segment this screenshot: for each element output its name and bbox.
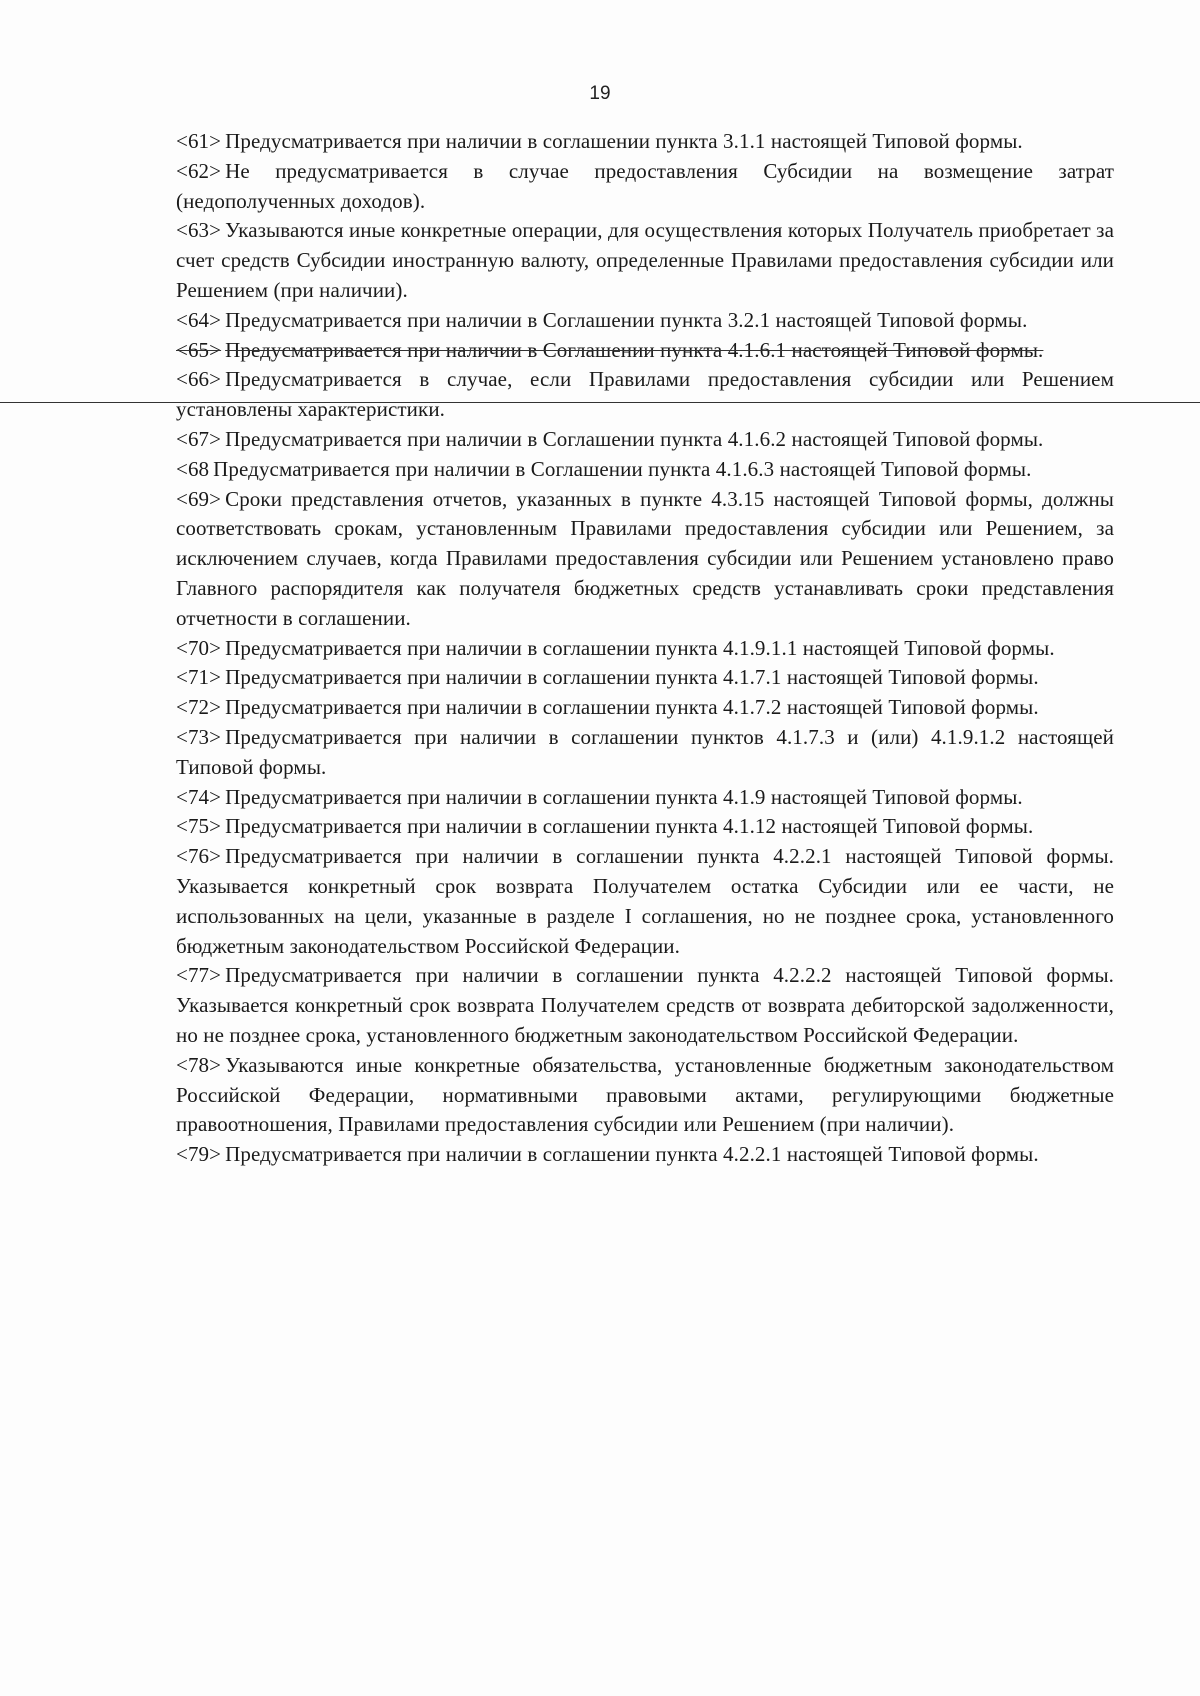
footnote-marker: <61> bbox=[176, 129, 222, 153]
footnote-item bbox=[176, 634, 1114, 664]
footnote-item bbox=[176, 842, 1114, 961]
footnote-item bbox=[176, 1051, 1114, 1140]
footnote-marker: <79> bbox=[176, 1142, 222, 1167]
footnote-item bbox=[176, 812, 1114, 842]
footnote-item bbox=[176, 425, 1114, 455]
footnote-item bbox=[176, 1140, 1114, 1170]
footnote-text: Предусматривается при наличии в Соглашении пункта 4.1.6.2 настоящей Типовой формы. bbox=[225, 426, 1044, 451]
footnote-marker: <74> bbox=[176, 784, 222, 809]
footnote-item bbox=[176, 723, 1114, 783]
footnote-text: Предусматривается при наличии в соглашении пункта 4.1.12 настоящей Типовой формы. bbox=[225, 814, 1034, 839]
footnote-item bbox=[176, 693, 1114, 723]
footnote-text: Предусматривается при наличии в соглашении пункта 4.2.2.2 настоящей Типовой формы. Указывается конкретный срок возврата Получателем средств от возврата дебиторской задолженности, но не позднее срока, установленного бюджетным законодательством Российской Федерации. bbox=[176, 963, 1114, 1047]
footnotes-list bbox=[176, 127, 1114, 1170]
footnote-text: Предусматривается при наличии в Соглашении пункта 4.1.6.1 настоящей Типовой формы. bbox=[225, 337, 1044, 362]
footnote-item bbox=[176, 306, 1114, 336]
footnote-item bbox=[176, 157, 1114, 217]
footnote-marker: <72> bbox=[176, 695, 222, 720]
footnote-text: Указываются иные конкретные обязательства, установленные бюджетным законодательством Российской Федерации, нормативными правовыми актами, регулирующими бюджетные правоотношения, Правилами предоставления субсидии или Решением (при наличии). bbox=[176, 1052, 1114, 1137]
footnote-item bbox=[176, 365, 1114, 425]
footnote-text: Предусматривается при наличии в соглашении пункта 4.1.7.2 настоящей Типовой формы. bbox=[225, 695, 1039, 720]
footnote-marker: <67> bbox=[176, 426, 222, 451]
footnote-marker: <71> bbox=[176, 665, 222, 690]
footnote-text: Предусматривается при наличии в соглашении пункта 4.1.7.1 настоящей Типовой формы. bbox=[225, 665, 1039, 690]
footnote-item bbox=[176, 455, 1114, 485]
footnote-text: Предусматривается при наличии в соглашении пункта 3.1.1 настоящей Типовой формы. bbox=[225, 129, 1023, 153]
footnote-marker: <69> bbox=[176, 486, 222, 511]
footnote-text: Сроки представления отчетов, указанных в пункте 4.3.15 настоящей Типовой формы, должны соответствовать срокам, установленным Правилами предоставления субсидии или Решением, за исключением случаев, когда Правилами предоставления субсидии или Решением установлено право Главного распорядителя как получателя бюджетных средств устанавливать сроки представления отчетности в соглашении. bbox=[176, 486, 1114, 630]
footnote-item bbox=[176, 336, 1114, 366]
footnote-marker: <70> bbox=[176, 635, 222, 660]
footnote-text: Предусматривается при наличии в соглашении пункта 4.1.9 настоящей Типовой формы. bbox=[225, 784, 1023, 809]
footnote-text: Предусматривается при наличии в Соглашении пункта 3.2.1 настоящей Типовой формы. bbox=[225, 307, 1028, 332]
footnote-text: Предусматривается при наличии в соглашении пунктов 4.1.7.3 и (или) 4.1.9.1.2 настоящей Типовой формы. bbox=[176, 724, 1114, 779]
footnote-item bbox=[176, 663, 1114, 693]
footnote-text: Предусматривается при наличии в соглашении пункта 4.2.2.1 настоящей Типовой формы. Указывается конкретный срок возврата Получателем остатка Субсидии или ее части, не использованных на цели, указанные в разделе I соглашения, но не позднее срока, установленного бюджетным законодательством Российской Федерации. bbox=[176, 844, 1114, 958]
footnote-marker: <73> bbox=[176, 724, 222, 749]
footnote-marker: <78> bbox=[176, 1052, 222, 1077]
footnote-text: Не предусматривается в случае предоставления Субсидии на возмещение затрат (недополученных доходов). bbox=[176, 158, 1114, 213]
footnote-item bbox=[176, 961, 1114, 1050]
footnote-marker: <77> bbox=[176, 963, 222, 988]
footnote-marker: <63> bbox=[176, 218, 222, 243]
page-number: 19 bbox=[589, 83, 611, 104]
footnote-marker: <64> bbox=[176, 307, 222, 332]
footnote-text: Предусматривается в случае, если Правилами предоставления субсидии или Решением установлены характеристики. bbox=[176, 367, 1114, 422]
footnote-marker: <68 bbox=[176, 456, 210, 481]
footnote-marker: <62> bbox=[176, 158, 222, 183]
footnote-marker: <75> bbox=[176, 814, 222, 839]
footnote-item bbox=[176, 783, 1114, 813]
footnote-marker: <65> bbox=[176, 337, 222, 362]
footnote-text: Указываются иные конкретные операции, для осуществления которых Получатель приобретает за счет средств Субсидии иностранную валюту, определенные Правилами предоставления субсидии или Решением (при наличии). bbox=[176, 218, 1114, 302]
footnote-text: Предусматривается при наличии в соглашении пункта 4.2.2.1 настоящей Типовой формы. bbox=[225, 1142, 1039, 1167]
footnote-item bbox=[176, 485, 1114, 634]
footnote-text: Предусматривается при наличии в Соглашении пункта 4.1.6.3 настоящей Типовой формы. bbox=[213, 456, 1032, 481]
footnote-item bbox=[176, 216, 1114, 305]
footnote-marker: <66> bbox=[176, 367, 222, 392]
footnote-marker: <76> bbox=[176, 844, 222, 869]
footnote-item bbox=[176, 127, 1114, 157]
footnote-text: Предусматривается при наличии в соглашении пункта 4.1.9.1.1 настоящей Типовой формы. bbox=[225, 635, 1055, 660]
